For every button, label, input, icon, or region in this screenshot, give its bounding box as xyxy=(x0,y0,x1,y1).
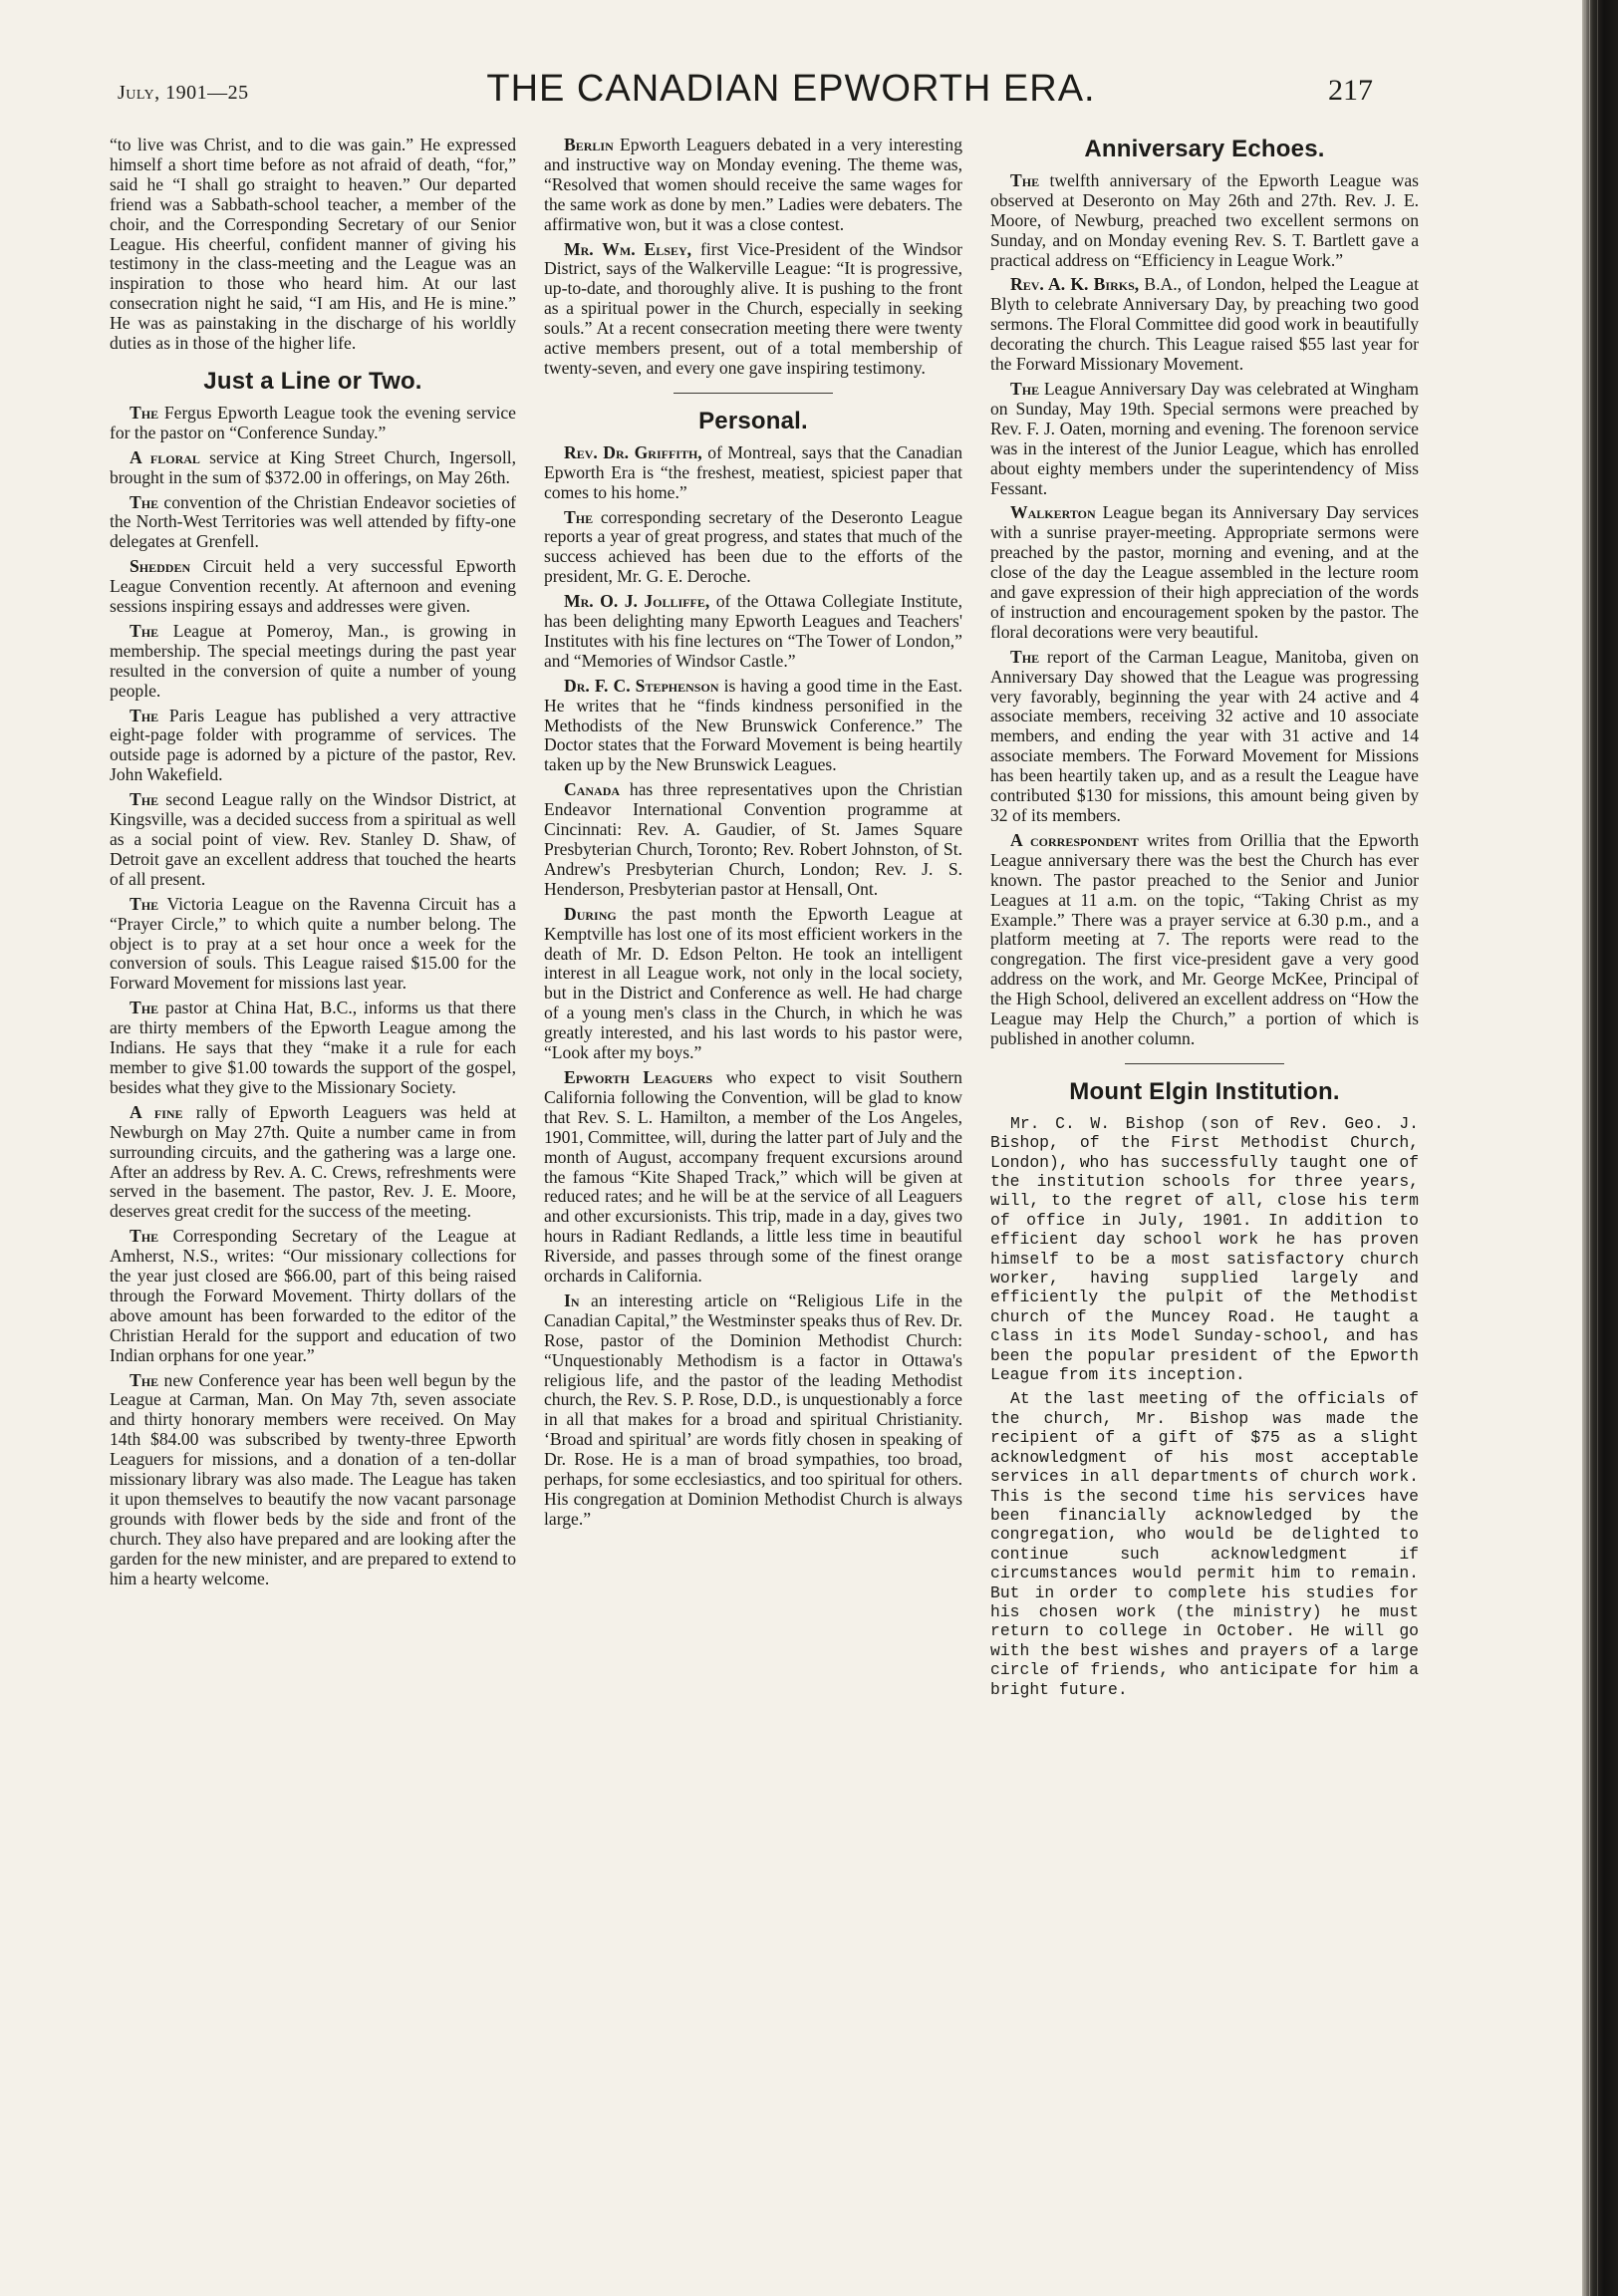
news-item-lead: Walkerton xyxy=(1010,502,1096,523)
news-item-text: new Conference year has been well begun by the League at Carman, Man. On May 7th, seven associate and thirty honorary members were received. On May 14th $84.00 was subscribed by twenty-three Epworth Leaguers for missions, and a donation of a ten-dollar missionary library was also made. The League has taken it upon themselves to beautify the now vacant parsonage grounds with flower beds by the side and front of the church. They also have prepared and are looking after the garden for the new minister, and are prepared to extend to him a hearty welcome. xyxy=(110,1369,516,1588)
news-item xyxy=(110,1371,516,1589)
news-item-text: Fergus Epworth League took the evening service for the pastor on “Conference Sunday.” xyxy=(110,402,516,442)
news-item-lead: Rev. A. K. Birks, xyxy=(1010,274,1140,295)
news-item-text: Paris League has published a very attractive eight-page folder with programme of services. The outside page is adorned by a picture of the pastor, Rev. John Wakefield. xyxy=(110,705,516,785)
news-item xyxy=(110,404,516,443)
page-header xyxy=(0,68,1582,128)
news-item xyxy=(990,380,1419,498)
news-item-text: an interesting article on “Religious Life in the Canadian Capital,” the Westminster speaks thus of Rev. Dr. Rose, pastor of the Dominion Methodist Church: “Unquestionably Methodism is a factor in Ottawa's religious life, and the pastor of the leading Methodist church, the Rev. S. P. Rose, D.D., is unquestionably a force in all that makes for a broad and spiritual Christianity. ‘Broad and spiritual’ are words fitly chosen in speaking of Dr. Rose. He is a man of broad sympathies, too broad, perhaps, for some ecclesiastics, and too spiritual for others. His congregation at Dominion Methodist Church is always large.” xyxy=(544,1290,962,1529)
news-item-lead: Rev. Dr. Griffith, xyxy=(564,441,702,462)
news-item-text: rally of Epworth Leaguers was held at Newburgh on May 27th. Quite a number came in from surrounding circuits, and the gathering was a large one. After an address by Rev. A. C. Crews, refreshments were served in the basement. The pastor, Rev. J. E. Moore, deserves great credit for the success of the meeting. xyxy=(110,1101,516,1222)
section-heading-anniversary: Anniversary Echoes. xyxy=(1084,136,1325,162)
news-item xyxy=(110,999,516,1098)
news-item-lead: In xyxy=(564,1290,580,1310)
news-item xyxy=(110,895,516,995)
news-item xyxy=(110,557,516,617)
news-item xyxy=(544,240,962,379)
news-item-lead: Canada xyxy=(564,779,621,800)
news-item-lead: The xyxy=(130,893,159,914)
news-item-lead: Mr. Wm. Elsey, xyxy=(564,238,692,259)
news-item-text: first Vice-President of the Windsor District, says of the Walkerville League: “It is progressive, up-to-date, and thoroughly alive. It is pushing to the front as a spiritual power in the Church, especially in seeking souls.” At a recent consecration meeting there were twenty active members present, out of a total membership of twenty-seven, and every one gave inspiring testimony. xyxy=(544,238,962,378)
section-divider xyxy=(1125,1063,1284,1064)
news-item-lead: The xyxy=(564,506,594,527)
news-item-lead: Dr. F. C. Stephenson xyxy=(564,675,719,696)
book-spine xyxy=(1582,0,1618,2296)
page-number: 217 xyxy=(1328,74,1373,107)
news-item-lead: The xyxy=(130,705,159,725)
news-item-lead: The xyxy=(130,789,159,810)
news-item-lead: A correspondent xyxy=(1010,829,1139,850)
issue-date: July, 1901—25 xyxy=(118,82,249,104)
news-item-lead: Berlin xyxy=(564,135,614,154)
news-item xyxy=(544,443,962,503)
news-item-text: pastor at China Hat, B.C., informs us that there are thirty members of the Epworth League among the Indians. He says that they “make it a rule for each member to give $1.00 towards the support of the gospel, besides what they give to the Missionary Society. xyxy=(110,998,516,1097)
news-item-text: the past month the Epworth League at Kemptville has lost one of its most efficient workers in the death of Mr. D. Edson Pelton. He took an intelligent interest in all League work, not only in the local society, but in the District and Conference as well. He had charge of a young men's class in the Church, in which he was greatly interested, and his last words to his pastor were, “Look after my boys.” xyxy=(544,903,962,1063)
news-item-lead: The xyxy=(130,491,159,512)
news-item xyxy=(544,1068,962,1287)
news-item-text: Corresponding Secretary of the League at Amherst, N.S., writes: “Our missionary collections for the year just closed are $66.00, part of this being raised through the Forward Movement. Thirty dollars of the above amount has been forwarded to the editor of the Christian Herald for the support and education of two Indian orphans for one year.” xyxy=(110,1226,516,1365)
news-item-lead: The xyxy=(1010,646,1040,667)
news-item xyxy=(544,508,962,588)
news-item-text: is having a good time in the East. He writes that he “finds kindness personified in the Methodists of the New Brunswick Conference.” The Doctor states that the Forward Movement is being heartily taken up by the New Brunswick Leagues. xyxy=(544,675,962,775)
news-item-text: twelfth anniversary of the Epworth League was observed at Deseronto on May 26th and 27th. Rev. J. E. Moore, of Newburg, preached two excellent sermons on Sunday, and on Monday evening Rev. S. T. Bartlett gave a practical address on “Efficiency in League Work.” xyxy=(990,169,1419,270)
news-item xyxy=(990,648,1419,826)
news-item-text: report of the Carman League, Manitoba, given on Anniversary Day showed that the League was progressing very favorably, beginning the year with 24 active and 4 associate members, receiving 32 active and 10 associate members, and ending the year with 31 active and 14 associate members. The Forward Movement for Missions has been heartily taken up, and as a result the League have contributed $130 for missions, this amount being given by 32 of its members. xyxy=(990,646,1419,825)
section-divider xyxy=(674,393,833,394)
news-item xyxy=(110,707,516,786)
news-item-text: Circuit held a very successful Epworth League Convention recently. At afternoon and evening sessions inspiring essays and addresses were given. xyxy=(110,556,516,617)
news-item xyxy=(544,136,962,235)
personal-items xyxy=(544,443,962,1530)
mount-elgin-article xyxy=(990,1114,1419,1699)
news-item-text: corresponding secretary of the Deseronto League reports a year of great progress, and states that much of the success achieved has been due to the efforts of the president, Mr. G. E. Deroche. xyxy=(544,506,962,587)
news-item-lead: Epworth Leaguers xyxy=(564,1066,713,1087)
news-item xyxy=(990,831,1419,1049)
news-items-middle-top xyxy=(544,136,962,379)
news-item xyxy=(544,905,962,1063)
news-item xyxy=(990,275,1419,375)
column-middle xyxy=(544,136,962,1535)
news-item-lead: The xyxy=(1010,169,1040,190)
news-item-text: service at King Street Church, Ingersoll, brought in the sum of $372.00 in offerings, on May 26th. xyxy=(110,446,516,487)
news-item xyxy=(110,493,516,553)
news-item-lead: Mr. O. J. Jolliffe, xyxy=(564,591,710,612)
section-heading-just-a-line: Just a Line or Two. xyxy=(203,367,422,395)
news-item xyxy=(544,677,962,776)
news-item xyxy=(110,1227,516,1365)
news-item-text: League began its Anniversary Day services with a sunrise prayer-meeting. Appropriate sermons were preached by the pastor, morning and evening, and at the close of the day the League assembled in the lecture room and gave expression of their high appreciation of the words of instruction and encouragement spoken by the pastor. The floral decorations were very beautiful. xyxy=(990,502,1419,642)
column-left xyxy=(110,136,516,1594)
news-item-text: Epworth Leaguers debated in a very interesting and instructive way on Monday evening. The theme was, “Resolved that women should receive the same wages for the same work as done by men.” Ladies were debaters. The affirmative won, but it was a close contest. xyxy=(544,135,962,234)
news-item xyxy=(110,622,516,702)
news-item-text: convention of the Christian Endeavor societies of the North-West Territories was well attended by fifty-one delegates at Grenfell. xyxy=(110,491,516,552)
news-item xyxy=(544,1292,962,1530)
news-item-lead: A floral xyxy=(130,446,200,467)
article-paragraph: At the last meeting of the officials of the church, Mr. Bishop was made the recipient of a gift of $75 as a slight acknowledgment of his most acceptable services in all departments of church work. This is the second time his services have been financially acknowledged by the congregation, who would be delighted to continue such acknowledgment if circumstances would permit him to remain. But in order to complete his studies for his chosen work (the ministry) he must return to college in October. He will go with the best wishes and prayers of a large circle of friends, who anticipate for him a bright future. xyxy=(990,1389,1419,1699)
news-item xyxy=(990,171,1419,271)
news-items-left xyxy=(110,404,516,1589)
column-right xyxy=(990,136,1419,1704)
news-item-lead: The xyxy=(130,402,159,423)
news-item-lead: The xyxy=(130,1369,159,1390)
news-item xyxy=(544,592,962,672)
article-paragraph: Mr. C. W. Bishop (son of Rev. Geo. J. Bishop, of the First Methodist Church, London), who has successfully taught one of the institution schools for three years, will, to the regret of all, close his term of office in July, 1901. In addition to efficient day school work he has proven himself to be a most satisfactory church worker, having supplied largely and efficiently the pulpit of the Methodist church of the Muncey Road. He taught a class in its Model Sunday-school, and has been the popular president of the Epworth League from its inception. xyxy=(990,1113,1419,1385)
news-item-lead: The xyxy=(130,620,159,641)
news-item xyxy=(990,503,1419,642)
news-item xyxy=(544,780,962,899)
news-item-lead: The xyxy=(130,1226,159,1247)
publication-title: THE CANADIAN EPWORTH ERA. xyxy=(486,68,1096,110)
news-item-text: of the Ottawa Collegiate Institute, has been delighting many Epworth Leagues and Teachers' Institutes with his fine lectures on “The Tower of London,” and “Memories of Windsor Castle.” xyxy=(544,591,962,671)
news-item-lead: The xyxy=(130,998,159,1018)
news-item-lead: The xyxy=(1010,378,1040,399)
news-item-text: who expect to visit Southern California following the Convention, will be glad to know that Rev. S. L. Hamilton, a member of the Los Angeles, 1901, Committee, will, during the latter part of July and the month of August, accompany frequent excursions around the famous “Kite Shaped Track,” which will be given at reduced rates; and he will be at the service of all Leaguers and other excursionists. This trip, made in a day, gives two hours in Radiant Redlands, a little less time in beautiful Riverside, and passes through some of the finest orange orchards in California. xyxy=(544,1066,962,1287)
news-item-text: second League rally on the Windsor District, at Kingsville, was a decided success from a spiritual as well as a social point of view. Rev. Stanley D. Shaw, of Detroit gave an excellent address that touched the hearts of all present. xyxy=(110,789,516,889)
news-item-text: of Montreal, says that the Canadian Epworth Era is “the freshest, meatiest, spiciest paper that comes to his home.” xyxy=(544,441,962,502)
news-item xyxy=(110,448,516,488)
anniversary-items xyxy=(990,171,1419,1049)
news-item-text: League Anniversary Day was celebrated at Wingham on Sunday, May 19th. Special sermons were preached by Rev. F. J. Oaten, morning and evening. The forenoon service was in the interest of the Junior League, which has enrolled about eighty members under the superintendency of Miss Fessant. xyxy=(990,378,1419,498)
news-item-lead: During xyxy=(564,903,617,924)
section-heading-mount-elgin: Mount Elgin Institution. xyxy=(1069,1077,1340,1105)
news-item-text: League at Pomeroy, Man., is growing in membership. The special meetings during the past year resulted in the conversion of quite a number of young people. xyxy=(110,620,516,701)
news-item-text: writes from Orillia that the Epworth League anniversary there was the best the Church has ever known. The pastor preached to the Senior and Junior Leagues at 11 a.m. on the topic, “Taking Christ as my Example.” There was a prayer service at 6.30 p.m., and a platform meeting at 7. The reports were read to the congregation. The first vice-president gave a very good address on the work, and Mr. George McKee, Principal of the High School, delivered an excellent address on “How the League may Help the Church,” a portion of which is published in another column. xyxy=(990,829,1419,1048)
news-item xyxy=(110,1103,516,1222)
news-item-text: B.A., of London, helped the League at Blyth to celebrate Anniversary Day, by preaching two good sermons. The Floral Committee did good work in beautifully decorating the church. This League raised $55 last year for the Forward Missionary Movement. xyxy=(990,274,1419,375)
news-item-lead: Shedden xyxy=(130,556,191,577)
news-item-lead: A fine xyxy=(130,1101,183,1122)
obituary-continuation: “to live was Christ, and to die was gain.” He expressed himself a short time before as not afraid of death, “for,” said he “I shall go straight to heaven.” Our departed friend was a Sabbath-school teacher, a member of the choir, and the Corresponding Secretary of our Senior League. His cheerful, confident manner of giving his testimony in the class-meeting and the League was an inspiration to those who heard him. At our last consecration night he said, “I am His, and He is mine.” He was as painstaking in the discharge of his worldly duties as in those of the higher life. xyxy=(110,135,516,354)
news-item xyxy=(110,790,516,890)
section-heading-personal: Personal. xyxy=(698,407,808,434)
news-item-text: Victoria League on the Ravenna Circuit has a “Prayer Circle,” to which quite a number belong. The object is to pray at a set hour once a week for the conversion of souls. This League raised $15.00 for the Forward Movement for missions last year. xyxy=(110,893,516,994)
news-item-text: has three representatives upon the Christian Endeavor International Convention programme at Cincinnati: Rev. A. Gaudier, of St. James Square Presbyterian Church, Toronto; Rev. Robert Johnston, of St. Andrew's Presbyterian Church, London; Rev. J. S. Henderson, Presbyterian pastor at Hensall, Ont. xyxy=(544,779,962,899)
